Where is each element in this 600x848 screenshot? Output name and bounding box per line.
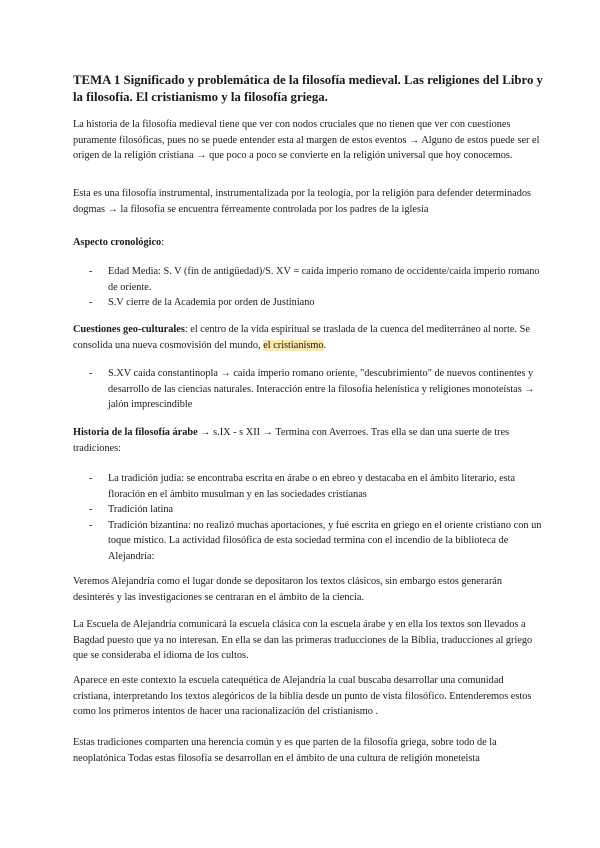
- chrono-heading-suffix: :: [161, 237, 165, 248]
- closing-paragraph-1: Veremos Alejandría como el lugar donde se depositaron los textos clásicos, sin embargo estos generarán desinterés y las investigaciones se centraran en el ámbito de la ciencia.: [73, 576, 503, 603]
- list-item: - La tradición judía: se encontraba escrita en árabe o en ebreo y destacaba en el ámbito literario, esta floración en el ámbito musulman y en las sociedades cristianas: [89, 473, 516, 500]
- highlighted-text: el cristianismo: [263, 339, 324, 351]
- list-item-text: Tradición latina: [108, 504, 174, 515]
- geo-text: : el centro de la vida espiritual se traslada de la cuenca del mediterráneo al norte. Se consolida una nueva cosmovisión del mundo,: [73, 324, 530, 351]
- geo-paragraph: [73, 322, 543, 353]
- arab-list: [73, 471, 543, 564]
- list-item-text: Edad Media: S. V (fin de antigüedad)/S. XV = caída imperio romano de occidente/caída imperio romano de oriente.: [108, 266, 540, 293]
- list-item-text: Tradición bizantina: no realizó muchas aportaciones, y fué escrita en griego en el oriente cristiano con un toque místico. La actividad filosófica de esta sociedad termina con el incendio de la biblioteca de Alejandría:: [108, 519, 542, 562]
- chrono-list: [73, 264, 543, 311]
- intro-paragraph-1: La historia de la filosofía medieval tiene que ver con nodos cruciales que no tienen que ver con cuestiones puramente filosóficas, pues no se puede entender esta al margen de estos eventos → Alguno de estos puede ser el origen de la religión cristiana → que poco a poco se convierte en la religión universal que hoy conocemos.: [73, 119, 540, 161]
- list-item: - S.XV caída constantinopla → caída imperio romano oriente, "descubrimiento" de nuevos continentes y desarrollo de las ciencias naturales. Interacción entre la filosofía helenística y religiones monoteístas → jalón imprescindible: [89, 368, 535, 410]
- list-item-text: S.V cierre de la Academia por orden de Justiniano: [108, 297, 315, 308]
- closing-paragraph-2: La Escuela de Alejandría comunicará la escuela clásica con la escuela árabe y en ella los textos son llevados a Bagdad puesto que ya no interesan. En ella se dan las primeras traducciones de la Biblia, traducciones al griego que se consideraba el idioma de los cultos.: [73, 619, 533, 661]
- intro-paragraph-2: Esta es una filosofía instrumental, instrumentalizada por la teología, por la religión para defender determinados dogmas → la filosofía se encuentra férreamente controlada por los padres de la iglesia: [73, 188, 532, 215]
- geo-list: [73, 366, 543, 413]
- arab-text: → s.IX - s XII → Termina con Averroes. Tras ella se dan una suerte de tres tradiciones:: [73, 427, 510, 454]
- chrono-heading-line: [73, 235, 543, 251]
- closing-paragraph-3: Aparece en este contexto la escuela catequética de Alejandría la cual buscaba desarrollar una comunidad cristiana, interpretando los textos alegóricos de la biblia desde un punto de vista filosófico. Entenderemos estos como los primeros intentos de hacer una racionalización del cristianismo .: [73, 675, 532, 717]
- geo-end: .: [323, 339, 327, 351]
- page-title: TEMA 1 Significado y problemática de la filosofía medieval. Las religiones del Libro y la filosofía. El cristianismo y la filosofía griega.: [73, 73, 543, 104]
- list-item: - Edad Media: S. V (fin de antigüedad)/S. XV = caída imperio romano de occidente/caída imperio romano de oriente.: [89, 266, 540, 293]
- geo-heading: Cuestiones geo-culturales: [73, 324, 185, 335]
- list-item: - S.V cierre de la Academia por orden de Justiniano: [89, 297, 315, 308]
- chrono-heading: Aspecto cronológico: [73, 237, 162, 248]
- list-item: - Tradición bizantina: no realizó muchas aportaciones, y fué escrita en griego en el oriente cristiano con un toque místico. La actividad filosófica de esta sociedad termina con el incendio de la biblioteca de Alejandría:: [89, 519, 542, 562]
- list-item-text: La tradición judía: se encontraba escrita en árabe o en ebreo y destacaba en el ámbito literario, esta floración en el ámbito musulman y en las sociedades cristianas: [108, 473, 516, 500]
- list-item-text: S.XV caída constantinopla → caída imperio romano oriente, "descubrimiento" de nuevos continentes y desarrollo de las ciencias naturales. Interacción entre la filosofía helenística y religiones monoteístas → jalón imprescindible: [108, 368, 535, 410]
- closing-paragraph-4: Estas tradiciones comparten una herencia común y es que parten de la filosofía griega, sobre todo de la neoplatónica Todas estas filosofía se desarrollan en el ámbito de una cultura de religión moneteista: [73, 737, 497, 764]
- arab-paragraph: [73, 425, 543, 456]
- arab-heading: Historia de la filosofía árabe: [73, 427, 198, 438]
- list-item: - Tradición latina: [89, 504, 174, 515]
